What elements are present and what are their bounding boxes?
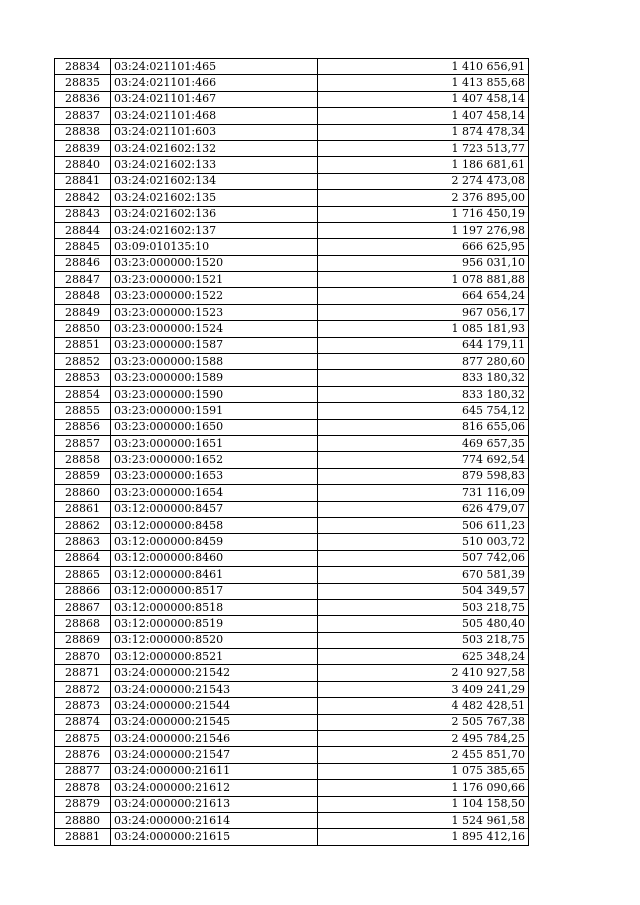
value-cell: 1 186 681,61 xyxy=(318,157,529,173)
row-number-cell: 28835 xyxy=(55,75,111,91)
value-cell: 2 455 851,70 xyxy=(318,747,529,763)
table-row xyxy=(55,517,529,533)
value-cell: 506 611,23 xyxy=(318,517,529,533)
table-row xyxy=(55,501,529,517)
cadastral-number-cell: 03:24:021101:466 xyxy=(111,75,318,91)
row-number-cell: 28874 xyxy=(55,714,111,730)
row-number-cell: 28875 xyxy=(55,731,111,747)
cadastral-number-cell: 03:12:000000:8457 xyxy=(111,501,318,517)
table-row xyxy=(55,337,529,353)
cadastral-number-cell: 03:12:000000:8461 xyxy=(111,567,318,583)
row-number-cell: 28840 xyxy=(55,157,111,173)
table-row xyxy=(55,124,529,140)
cadastral-number-cell: 03:24:021101:468 xyxy=(111,108,318,124)
value-cell: 877 280,60 xyxy=(318,354,529,370)
cadastral-number-cell: 03:12:000000:8517 xyxy=(111,583,318,599)
row-number-cell: 28844 xyxy=(55,222,111,238)
value-cell: 645 754,12 xyxy=(318,403,529,419)
row-number-cell: 28860 xyxy=(55,485,111,501)
table-row xyxy=(55,91,529,107)
value-cell: 507 742,06 xyxy=(318,550,529,566)
table-row xyxy=(55,780,529,796)
table-row xyxy=(55,255,529,271)
row-number-cell: 28849 xyxy=(55,304,111,320)
table-row xyxy=(55,190,529,206)
table-row xyxy=(55,829,529,845)
value-cell: 2 505 767,38 xyxy=(318,714,529,730)
value-cell: 1 413 855,68 xyxy=(318,75,529,91)
value-cell: 1 716 450,19 xyxy=(318,206,529,222)
row-number-cell: 28880 xyxy=(55,812,111,828)
table-row xyxy=(55,616,529,632)
table-row xyxy=(55,354,529,370)
cadastral-number-cell: 03:24:021602:133 xyxy=(111,157,318,173)
cadastral-number-cell: 03:23:000000:1652 xyxy=(111,452,318,468)
row-number-cell: 28848 xyxy=(55,288,111,304)
table-row xyxy=(55,140,529,156)
cadastral-number-cell: 03:24:000000:21547 xyxy=(111,747,318,763)
row-number-cell: 28878 xyxy=(55,780,111,796)
row-number-cell: 28856 xyxy=(55,419,111,435)
row-number-cell: 28861 xyxy=(55,501,111,517)
table-row xyxy=(55,681,529,697)
value-cell: 666 625,95 xyxy=(318,239,529,255)
row-number-cell: 28845 xyxy=(55,239,111,255)
table-row xyxy=(55,222,529,238)
row-number-cell: 28842 xyxy=(55,190,111,206)
row-number-cell: 28865 xyxy=(55,567,111,583)
cadastral-number-cell: 03:24:021602:134 xyxy=(111,173,318,189)
cadastral-number-cell: 03:12:000000:8520 xyxy=(111,632,318,648)
value-cell: 644 179,11 xyxy=(318,337,529,353)
table-row xyxy=(55,698,529,714)
row-number-cell: 28863 xyxy=(55,534,111,550)
table-row xyxy=(55,632,529,648)
cadastral-number-cell: 03:23:000000:1589 xyxy=(111,370,318,386)
row-number-cell: 28838 xyxy=(55,124,111,140)
value-cell: 504 349,57 xyxy=(318,583,529,599)
value-cell: 1 078 881,88 xyxy=(318,272,529,288)
row-number-cell: 28853 xyxy=(55,370,111,386)
value-cell: 2 410 927,58 xyxy=(318,665,529,681)
row-number-cell: 28841 xyxy=(55,173,111,189)
value-cell: 503 218,75 xyxy=(318,632,529,648)
cadastral-number-cell: 03:12:000000:8519 xyxy=(111,616,318,632)
row-number-cell: 28858 xyxy=(55,452,111,468)
cadastral-number-cell: 03:24:000000:21544 xyxy=(111,698,318,714)
table-row xyxy=(55,173,529,189)
row-number-cell: 28862 xyxy=(55,517,111,533)
row-number-cell: 28872 xyxy=(55,681,111,697)
value-cell: 1 407 458,14 xyxy=(318,108,529,124)
value-cell: 1 197 276,98 xyxy=(318,222,529,238)
cadastral-number-cell: 03:12:000000:8460 xyxy=(111,550,318,566)
cadastral-number-cell: 03:23:000000:1523 xyxy=(111,304,318,320)
cadastral-number-cell: 03:23:000000:1653 xyxy=(111,468,318,484)
value-cell: 4 482 428,51 xyxy=(318,698,529,714)
row-number-cell: 28837 xyxy=(55,108,111,124)
table-row xyxy=(55,59,529,75)
cadastral-number-cell: 03:23:000000:1651 xyxy=(111,435,318,451)
cadastral-number-cell: 03:23:000000:1521 xyxy=(111,272,318,288)
row-number-cell: 28852 xyxy=(55,354,111,370)
cadastral-number-cell: 03:24:000000:21614 xyxy=(111,812,318,828)
value-cell: 2 274 473,08 xyxy=(318,173,529,189)
table-row xyxy=(55,288,529,304)
cadastral-number-cell: 03:24:000000:21611 xyxy=(111,763,318,779)
table-row xyxy=(55,108,529,124)
value-cell: 1 407 458,14 xyxy=(318,91,529,107)
table-row xyxy=(55,157,529,173)
table-row xyxy=(55,534,529,550)
value-cell: 670 581,39 xyxy=(318,567,529,583)
table-row xyxy=(55,419,529,435)
row-number-cell: 28834 xyxy=(55,59,111,75)
row-number-cell: 28847 xyxy=(55,272,111,288)
table-row xyxy=(55,567,529,583)
cadastral-number-cell: 03:24:021602:132 xyxy=(111,140,318,156)
value-cell: 879 598,83 xyxy=(318,468,529,484)
cadastral-number-cell: 03:24:000000:21613 xyxy=(111,796,318,812)
cadastral-number-cell: 03:23:000000:1522 xyxy=(111,288,318,304)
cadastral-number-cell: 03:24:000000:21612 xyxy=(111,780,318,796)
cadastral-number-cell: 03:12:000000:8518 xyxy=(111,599,318,615)
table-row xyxy=(55,206,529,222)
table-row xyxy=(55,75,529,91)
row-number-cell: 28855 xyxy=(55,403,111,419)
table-row xyxy=(55,452,529,468)
row-number-cell: 28851 xyxy=(55,337,111,353)
row-number-cell: 28864 xyxy=(55,550,111,566)
table-row xyxy=(55,403,529,419)
row-number-cell: 28854 xyxy=(55,386,111,402)
row-number-cell: 28857 xyxy=(55,435,111,451)
cadastral-number-cell: 03:24:000000:21615 xyxy=(111,829,318,845)
table-row xyxy=(55,599,529,615)
cadastral-number-cell: 03:23:000000:1520 xyxy=(111,255,318,271)
value-cell: 2 376 895,00 xyxy=(318,190,529,206)
row-number-cell: 28876 xyxy=(55,747,111,763)
table-row xyxy=(55,714,529,730)
cadastral-number-cell: 03:12:000000:8521 xyxy=(111,649,318,665)
cadastral-number-cell: 03:24:021602:135 xyxy=(111,190,318,206)
value-cell: 664 654,24 xyxy=(318,288,529,304)
cadastral-number-cell: 03:24:021101:467 xyxy=(111,91,318,107)
table-row xyxy=(55,386,529,402)
cadastral-number-cell: 03:24:000000:21545 xyxy=(111,714,318,730)
table-row xyxy=(55,731,529,747)
cadastral-number-cell: 03:24:021101:465 xyxy=(111,59,318,75)
row-number-cell: 28836 xyxy=(55,91,111,107)
cadastral-number-cell: 03:09:010135:10 xyxy=(111,239,318,255)
table-row xyxy=(55,763,529,779)
value-cell: 774 692,54 xyxy=(318,452,529,468)
table-row xyxy=(55,812,529,828)
row-number-cell: 28867 xyxy=(55,599,111,615)
value-cell: 505 480,40 xyxy=(318,616,529,632)
row-number-cell: 28839 xyxy=(55,140,111,156)
value-cell: 833 180,32 xyxy=(318,370,529,386)
table-row xyxy=(55,370,529,386)
value-cell: 833 180,32 xyxy=(318,386,529,402)
cadastral-number-cell: 03:23:000000:1650 xyxy=(111,419,318,435)
value-cell: 1 085 181,93 xyxy=(318,321,529,337)
value-cell: 816 655,06 xyxy=(318,419,529,435)
table-row xyxy=(55,272,529,288)
row-number-cell: 28870 xyxy=(55,649,111,665)
table-row xyxy=(55,321,529,337)
table-row xyxy=(55,485,529,501)
value-cell: 2 495 784,25 xyxy=(318,731,529,747)
table-row xyxy=(55,304,529,320)
value-cell: 1 895 412,16 xyxy=(318,829,529,845)
cadastral-number-cell: 03:24:021602:136 xyxy=(111,206,318,222)
table-body xyxy=(55,59,529,846)
value-cell: 956 031,10 xyxy=(318,255,529,271)
value-cell: 3 409 241,29 xyxy=(318,681,529,697)
cadastral-number-cell: 03:23:000000:1587 xyxy=(111,337,318,353)
value-cell: 625 348,24 xyxy=(318,649,529,665)
cadastral-number-cell: 03:23:000000:1591 xyxy=(111,403,318,419)
value-cell: 1 410 656,91 xyxy=(318,59,529,75)
row-number-cell: 28871 xyxy=(55,665,111,681)
cadastral-number-cell: 03:23:000000:1590 xyxy=(111,386,318,402)
table-row xyxy=(55,550,529,566)
row-number-cell: 28879 xyxy=(55,796,111,812)
value-cell: 626 479,07 xyxy=(318,501,529,517)
cadastral-number-cell: 03:23:000000:1588 xyxy=(111,354,318,370)
table-row xyxy=(55,796,529,812)
row-number-cell: 28866 xyxy=(55,583,111,599)
value-cell: 1 524 961,58 xyxy=(318,812,529,828)
value-cell: 967 056,17 xyxy=(318,304,529,320)
value-cell: 1 176 090,66 xyxy=(318,780,529,796)
cadastral-number-cell: 03:24:021101:603 xyxy=(111,124,318,140)
cadastral-number-cell: 03:24:021602:137 xyxy=(111,222,318,238)
row-number-cell: 28881 xyxy=(55,829,111,845)
table-row xyxy=(55,583,529,599)
table-row xyxy=(55,435,529,451)
table-row xyxy=(55,239,529,255)
row-number-cell: 28850 xyxy=(55,321,111,337)
value-cell: 1 075 385,65 xyxy=(318,763,529,779)
row-number-cell: 28846 xyxy=(55,255,111,271)
value-cell: 469 657,35 xyxy=(318,435,529,451)
table-row xyxy=(55,649,529,665)
table-row xyxy=(55,468,529,484)
value-cell: 510 003,72 xyxy=(318,534,529,550)
value-cell: 1 104 158,50 xyxy=(318,796,529,812)
cadastral-number-cell: 03:24:000000:21542 xyxy=(111,665,318,681)
cadastral-number-cell: 03:23:000000:1654 xyxy=(111,485,318,501)
row-number-cell: 28877 xyxy=(55,763,111,779)
table-row xyxy=(55,665,529,681)
row-number-cell: 28859 xyxy=(55,468,111,484)
row-number-cell: 28869 xyxy=(55,632,111,648)
cadastral-number-cell: 03:12:000000:8459 xyxy=(111,534,318,550)
row-number-cell: 28868 xyxy=(55,616,111,632)
row-number-cell: 28843 xyxy=(55,206,111,222)
value-cell: 731 116,09 xyxy=(318,485,529,501)
cadastral-number-cell: 03:12:000000:8458 xyxy=(111,517,318,533)
cadastral-number-cell: 03:23:000000:1524 xyxy=(111,321,318,337)
row-number-cell: 28873 xyxy=(55,698,111,714)
cadastral-number-cell: 03:24:000000:21543 xyxy=(111,681,318,697)
value-cell: 503 218,75 xyxy=(318,599,529,615)
table-row xyxy=(55,747,529,763)
value-cell: 1 723 513,77 xyxy=(318,140,529,156)
cadastral-number-cell: 03:24:000000:21546 xyxy=(111,731,318,747)
data-table xyxy=(54,58,529,846)
value-cell: 1 874 478,34 xyxy=(318,124,529,140)
